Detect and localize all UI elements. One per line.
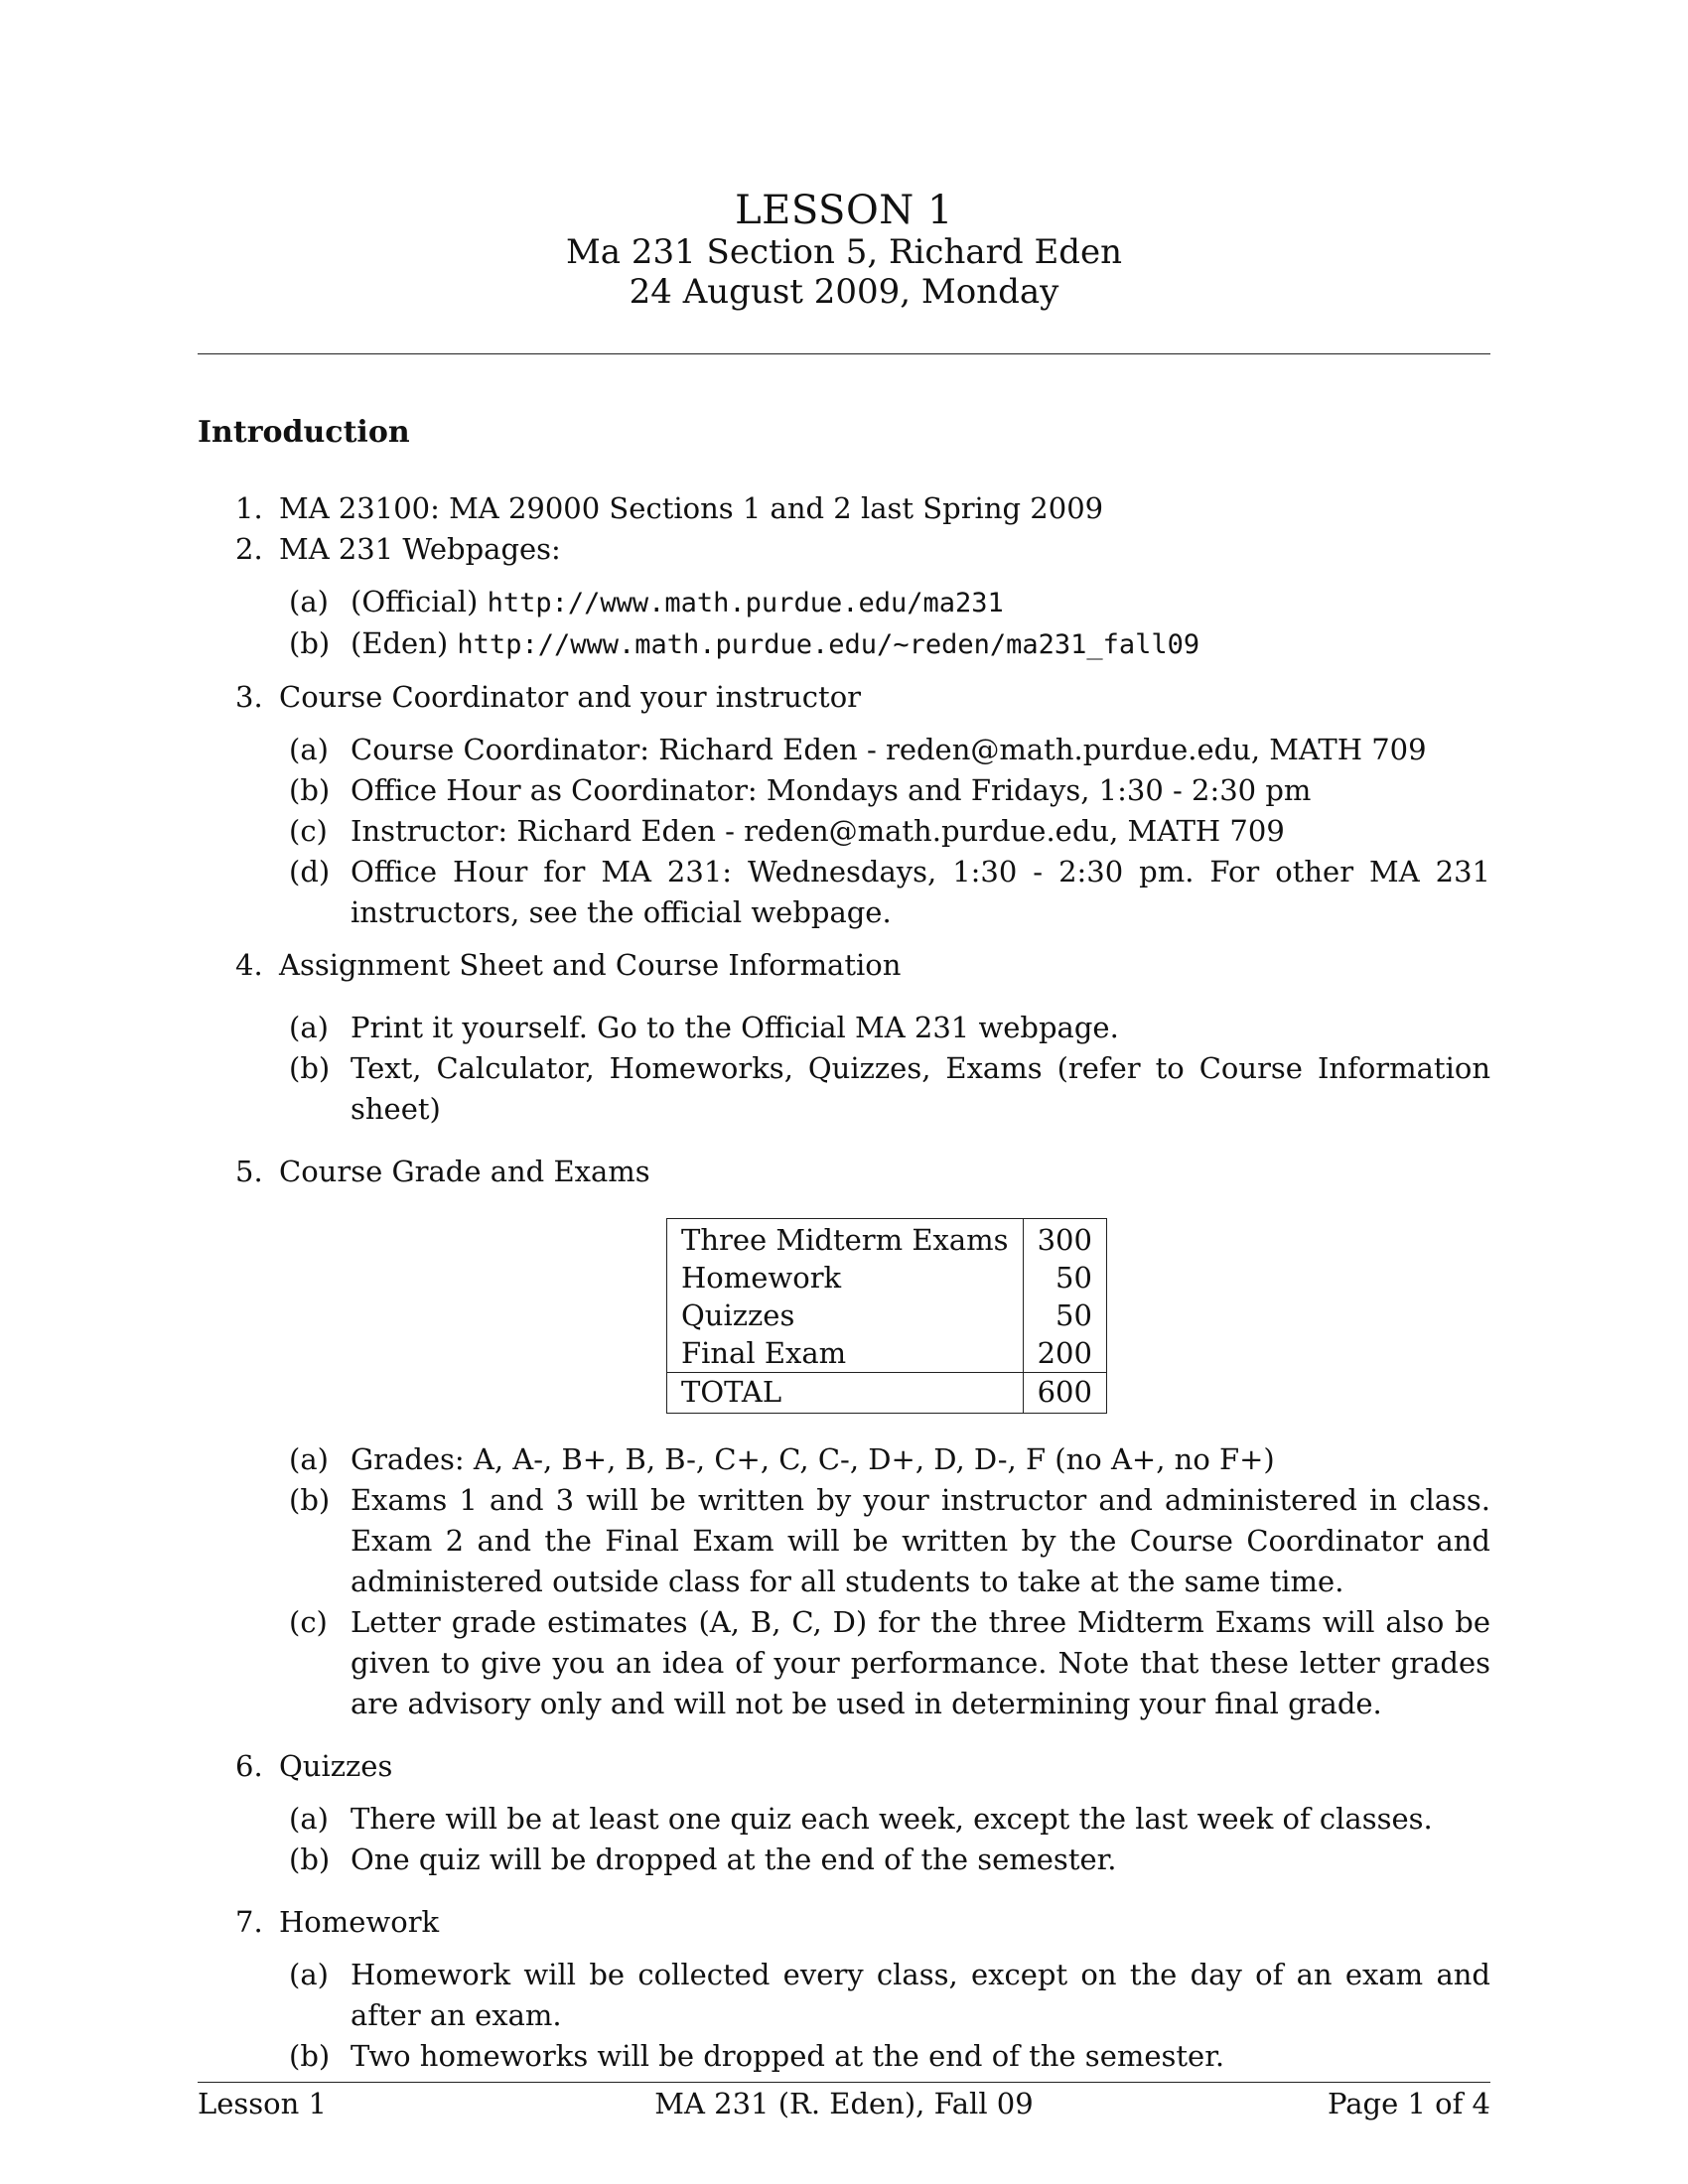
sub-item [198, 770, 1490, 811]
item-text: Quizzes [279, 1749, 393, 1783]
sub-item [198, 1799, 1490, 1840]
sub-item [198, 1602, 1490, 1724]
item-number: 6. [235, 1749, 263, 1783]
sub-text: There will be at least one quiz each week, except the last week of classes. [351, 1802, 1433, 1836]
footer-course: MA 231 (R. Eden), Fall 09 [654, 2087, 1034, 2120]
link-prefix: (Eden) [351, 626, 458, 660]
list-item [198, 677, 1490, 718]
sub-item [198, 2036, 1490, 2077]
sub-item [198, 852, 1490, 933]
sub-label: (b) [289, 1843, 331, 1876]
grade-points: 200 [1023, 1334, 1106, 1373]
sub-text: Grades: A, A-, B+, B, B-, C+, C, C-, D+, D, D-, F (no A+, no F+) [351, 1442, 1275, 1476]
sub-item [198, 730, 1490, 770]
sub-label: (a) [289, 1442, 329, 1476]
lesson-date: 24 August 2009, Monday [629, 272, 1059, 312]
grade-component: Quizzes [667, 1297, 1024, 1334]
sub-label: (a) [289, 585, 329, 618]
total-label: TOTAL [667, 1373, 1024, 1414]
official-webpage-link[interactable]: http://www.math.purdue.edu/ma231 [487, 588, 1004, 618]
sub-label: (d) [289, 855, 331, 888]
sub-text: Course Coordinator: Richard Eden - reden@math.purdue.edu, MATH 709 [351, 733, 1427, 766]
table-row [667, 1334, 1107, 1373]
item-text: MA 23100: MA 29000 Sections 1 and 2 last Spring 2009 [279, 491, 1104, 525]
link-prefix: (Official) [351, 585, 488, 618]
grade-breakdown-table [666, 1218, 1107, 1414]
sub-label: (a) [289, 1011, 329, 1044]
sub-label: (a) [289, 1802, 329, 1836]
sub-text: Text, Calculator, Homeworks, Quizzes, Exams (refer to Course Information sheet) [351, 1051, 1490, 1126]
grade-points: 300 [1023, 1219, 1106, 1260]
sub-text: Homework will be collected every class, except on the day of an exam and after an exam. [351, 1958, 1490, 2032]
item-text: Course Coordinator and your instructor [279, 680, 862, 714]
item-number: 2. [235, 532, 263, 566]
sub-text: Office Hour for MA 231: Wednesdays, 1:30 - 2:30 pm. For other MA 231 instructors, see the official webpage. [351, 855, 1490, 929]
grade-component: Three Midterm Exams [667, 1219, 1024, 1260]
item-number: 4. [235, 948, 263, 982]
footer-divider [198, 2082, 1490, 2083]
sub-label: (b) [289, 1051, 331, 1085]
sub-label: (b) [289, 773, 331, 807]
item-text: Assignment Sheet and Course Information [279, 948, 902, 982]
sub-item [198, 582, 1490, 623]
page-number: Page 1 of 4 [1328, 2087, 1490, 2120]
sub-label: (a) [289, 733, 329, 766]
title-block [0, 189, 1688, 312]
sub-text: Letter grade estimates (A, B, C, D) for the three Midterm Exams will also be given to give you an idea of your performance. Note that these letter grades are advisory only and will not be used in determining your final grade. [351, 1605, 1490, 1720]
list-item [198, 488, 1490, 529]
item-number: 1. [235, 491, 263, 525]
grade-points: 50 [1023, 1259, 1106, 1297]
course-section-instructor: Ma 231 Section 5, Richard Eden [565, 232, 1123, 272]
sub-text: One quiz will be dropped at the end of the semester. [351, 1843, 1117, 1876]
item-text: Course Grade and Exams [279, 1155, 650, 1188]
sub-text: Print it yourself. Go to the Official MA 231 webpage. [351, 1011, 1119, 1044]
sub-item [198, 1955, 1490, 2036]
list-item [198, 1902, 1490, 1943]
sub-item [198, 1480, 1490, 1602]
item-number: 3. [235, 680, 263, 714]
sub-label: (b) [289, 1483, 331, 1517]
list-item [198, 1746, 1490, 1787]
sub-text: Office Hour as Coordinator: Mondays and Fridays, 1:30 - 2:30 pm [351, 773, 1312, 807]
table-row [667, 1219, 1107, 1260]
sub-label: (b) [289, 2039, 331, 2073]
sub-text: Two homeworks will be dropped at the end of the semester. [351, 2039, 1225, 2073]
sub-text: Exams 1 and 3 will be written by your instructor and administered in class. Exam 2 and the Final Exam will be written by the Course Coordinator and administered outside class for all students to take at the same time. [351, 1483, 1490, 1598]
header-divider [198, 353, 1490, 354]
page-footer [198, 2087, 1490, 2120]
list-item [198, 945, 1490, 986]
sub-item [198, 623, 1490, 665]
grade-points: 50 [1023, 1297, 1106, 1334]
sub-label: (c) [289, 814, 328, 848]
intro-list [198, 488, 1490, 2077]
section-heading: Introduction [198, 415, 410, 450]
grade-component: Homework [667, 1259, 1024, 1297]
footer-lesson: Lesson 1 [198, 2087, 327, 2120]
total-points: 600 [1023, 1373, 1106, 1414]
sub-item [198, 1048, 1490, 1130]
sub-label: (b) [289, 626, 331, 660]
sub-item [198, 1439, 1490, 1480]
table-row [667, 1297, 1107, 1334]
table-row [667, 1259, 1107, 1297]
grade-component: Final Exam [667, 1334, 1024, 1373]
item-text: Homework [279, 1905, 440, 1939]
sub-item [198, 811, 1490, 852]
item-number: 7. [235, 1905, 263, 1939]
item-number: 5. [235, 1155, 263, 1188]
table-total-row [667, 1373, 1107, 1414]
list-item [198, 1152, 1490, 1192]
sub-text: Instructor: Richard Eden - reden@math.purdue.edu, MATH 709 [351, 814, 1285, 848]
sub-item [198, 1840, 1490, 1880]
lesson-title: LESSON 1 [735, 188, 953, 233]
sub-item [198, 1008, 1490, 1048]
list-item [198, 529, 1490, 570]
item-text: MA 231 Webpages: [279, 532, 561, 566]
sub-label: (a) [289, 1958, 329, 1991]
eden-webpage-link[interactable]: http://www.math.purdue.edu/~reden/ma231_fall09 [457, 629, 1200, 660]
sub-label: (c) [289, 1605, 328, 1639]
